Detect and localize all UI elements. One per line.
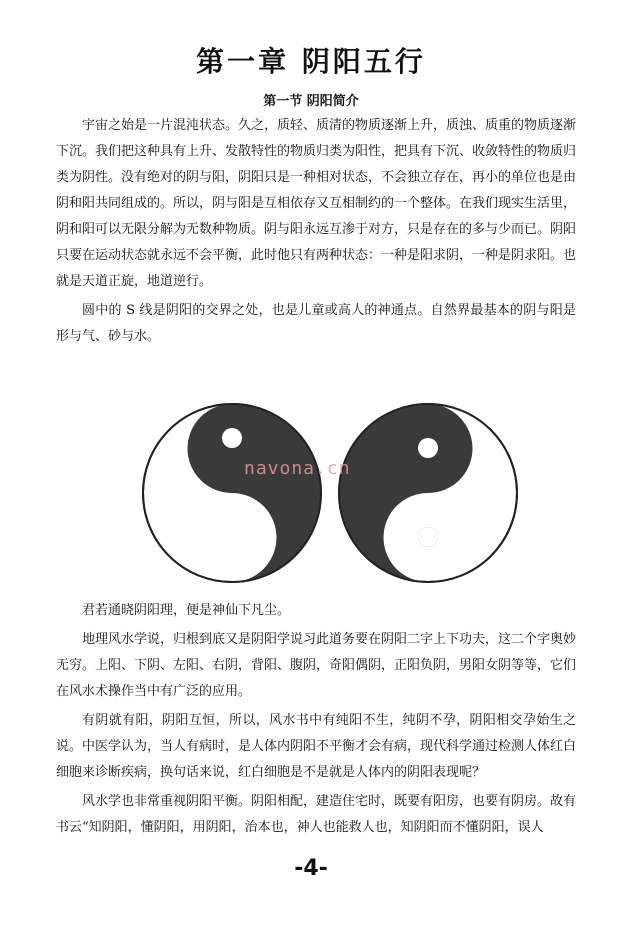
paragraph: 地理风水学说，归根到底又是阴阳学说习此道务要在阴阳二字上下功夫，这二个字奥妙无穷。上阳、下阴、左阳、右阴，背阳、腹阴，奇阳偶阴，正阳负阴，男阳女阴等等，它们在风水术操作当中有广泛的应用。 — [56, 632, 577, 699]
paragraph: 宇宙之始是一片混沌状态。久之，质轻、质清的物质逐渐上升，质浊、质重的物质逐渐下沉。我们把这种具有上升、发散特性的物质归类为阳性，把具有下沉、收敛特性的物质归类为阴性。没有绝对的阴与阳，阴阳只是一种相对状态，不会独立存在，再小的单位也是由阴和阳共同组成的。所以，阴与阳是互相依存又互相制约的一个整体。在我们现实生活里，阴和阳可以无限分解为无数种物质。阴与阳永远互渗于对方，只是存在的多与少而已。阴阳只要在运动状态就永远不会平衡，此时他只有两种状态：一种是阳求阴，一种是阴求阳。也就是天道正旋，地道逆行。 — [56, 118, 577, 289]
page-number: -4- — [294, 856, 328, 881]
yin-yang-left-symbol — [143, 404, 321, 582]
paragraph: 圆中的 S 线是阴阳的交界之处，也是儿童或高人的神通点。自然界最基本的阴与阳是形与气、砂与水。 — [56, 303, 576, 344]
chapter-title: 第一章 阴阳五行 — [196, 45, 426, 78]
text-block-bottom — [56, 598, 576, 844]
paragraph: 有阴就有阳，阴阳互恒，所以，风水书中有纯阳不生，纯阴不孕，阴阳相交孕始生之说。中医学认为，当人有病时，是人体内阴阳不平衡才会有病，现代科学通过检测人体红白细胞来诊断疾病，换句话来说，红白细胞是不是就是人体内的阴阳表现呢？ — [56, 713, 577, 780]
paragraph: 风水学也非常重视阴阳平衡。阴阳相配，建造住宅时，既要有阳房，也要有阴房。故有书云“知阴阳，懂阴阳，用阴阳，治本也，神人也能救人也，知阴阳而不懂阴阳，误人 — [56, 794, 577, 835]
yin-yang-right-symbol — [339, 404, 517, 582]
yin-yang-figure — [140, 378, 524, 608]
yin-yang-pair-illustration — [140, 378, 524, 608]
paragraph: 君若通晓阴阳理，便是神仙下凡尘。 — [82, 603, 291, 618]
text-block-top — [56, 113, 576, 353]
section-title: 第一节 阴阳简介 — [263, 94, 359, 109]
watermark: navona.cn — [244, 458, 351, 479]
